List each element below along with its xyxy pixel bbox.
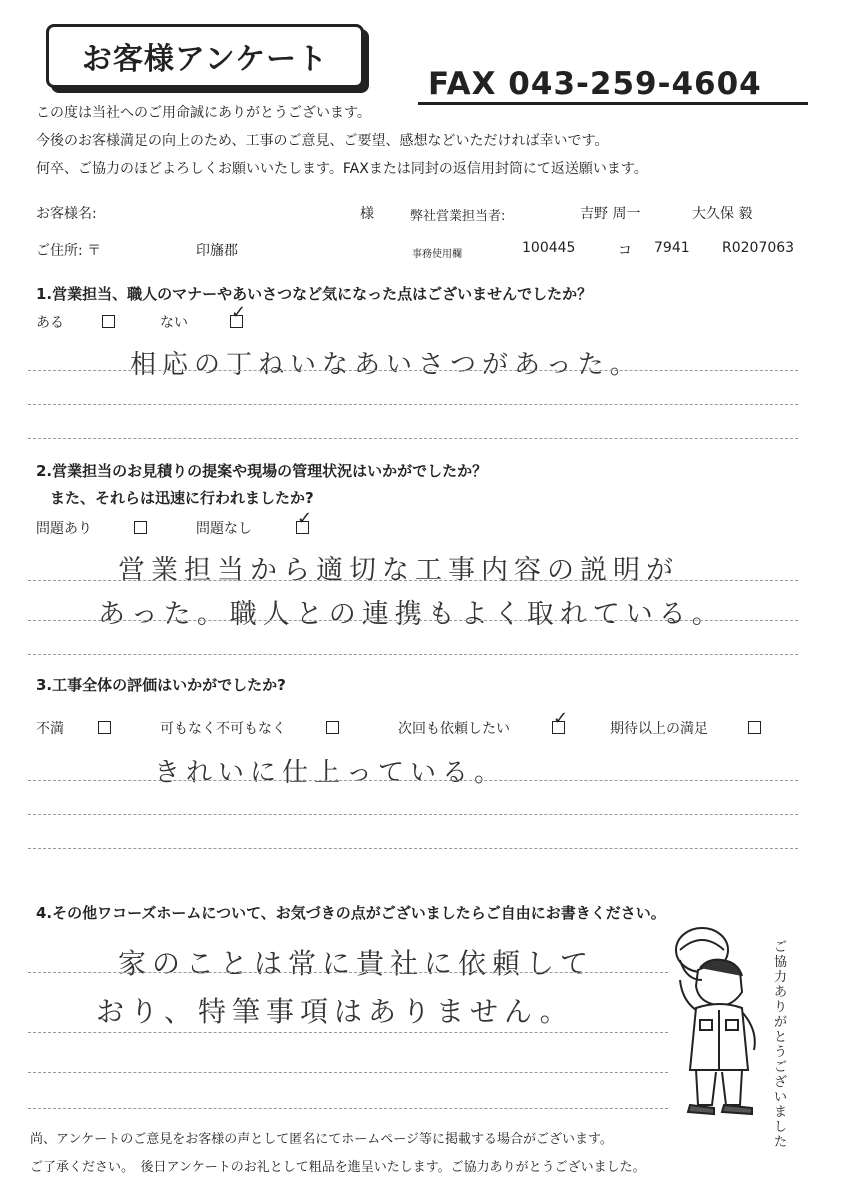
answer-rule [28,404,798,405]
q3-option-neutral: 可もなく不可もなく [160,721,286,737]
answer-rule [28,620,798,621]
intro-line-3: 何卒、ご協力のほどよろしくお願いいたします。FAXまたは同封の返信用封筒にて返送願います。 [36,161,648,177]
office-code-2: コ [618,243,632,259]
answer-rule [28,1108,668,1109]
q2-checkbox-problem[interactable] [134,521,147,534]
check-mark-icon: ✓ [297,508,313,529]
answer-rule [28,780,798,781]
q3-checkbox-neutral[interactable] [326,721,339,734]
thank-you-vertical: ご協力ありがとうございました [774,940,788,1150]
answer-rule [28,1032,668,1033]
q2-option-no-problem: 問題なし [196,521,252,537]
customer-name-label: お客様名: [36,206,97,222]
address-value: 印旛郡 [196,243,238,259]
q1-option-aru: ある [36,315,64,331]
q1-answer: 相応の丁ねいなあいさつがあった。 [130,350,642,380]
q3-checkbox-dissatisfied[interactable] [98,721,111,734]
q1-option-nai: ない [160,315,188,331]
intro-line-1: この度は当社へのご用命誠にありがとうございます。 [36,105,371,121]
answer-rule [28,438,798,439]
survey-title: お客様アンケート [46,24,364,88]
answer-rule [28,654,798,655]
q3-answer: きれいに仕上っている。 [154,758,507,788]
worker-bowing-icon [660,920,770,1120]
office-code-4: R0207063 [722,240,795,256]
question-2-sub: また、それらは迅速に行われましたか? [50,489,314,507]
address-label: ご住所: 〒 [36,243,102,259]
footer-line-1: 尚、アンケートのご意見をお客様の声として匿名にてホームページ等に掲載する場合がございます。 [30,1132,613,1147]
intro-line-2: 今後のお客様満足の向上のため、工事のご意見、ご要望、感想などいただければ幸いです。 [36,133,609,149]
rep-name-2: 大久保 毅 [692,206,753,222]
q4-answer-line-1: 家のことは常に貴社に依頼して [118,947,595,980]
answer-rule [28,972,668,973]
fax-underline [418,102,808,105]
q3-option-exceeded: 期待以上の満足 [610,721,708,737]
office-code-3: 7941 [654,240,690,256]
office-code-1: 100445 [522,240,576,256]
rep-name-1: 吉野 周一 [580,206,641,222]
answer-rule [28,1072,668,1073]
answer-rule [28,848,798,849]
q3-checkbox-exceeded[interactable] [748,721,761,734]
question-4: 4.その他ワコーズホームについて、お気づきの点がございましたらご自由にお書きください。 [36,904,666,922]
answer-rule [28,814,798,815]
q2-answer-line-2: あった。職人との連携もよく取れている。 [98,599,725,630]
office-use-label: 事務使用欄 [412,249,462,260]
fax-number: FAX 043-259-4604 [428,66,762,102]
question-1: 1.営業担当、職人のマナーやあいさつなど気になった点はございませんでしたか？ [36,285,593,303]
check-mark-icon: ✓ [553,708,569,729]
q3-option-dissatisfied: 不満 [36,721,64,737]
q2-answer-line-1: 営業担当から適切な工事内容の説明が [118,555,679,586]
q1-checkbox-aru[interactable] [102,315,115,328]
answer-rule [28,370,798,371]
sama-label: 様 [360,206,374,222]
q2-option-problem: 問題あり [36,521,92,537]
check-mark-icon: ✓ [231,302,247,323]
q4-answer-line-2: おり、特筆事項はありません。 [96,995,574,1028]
rep-label: 弊社営業担当者: [410,209,506,224]
footer-line-2: ご了承ください。 後日アンケートのお礼として粗品を進呈いたします。ご協力ありがとうございました。 [30,1160,646,1175]
question-3: 3.工事全体の評価はいかがでしたか? [36,676,286,694]
q3-option-request-again: 次回も依頼したい [398,721,510,737]
answer-rule [28,580,798,581]
question-2: 2.営業担当のお見積りの提案や現場の管理状況はいかがでしたか？ [36,462,488,480]
